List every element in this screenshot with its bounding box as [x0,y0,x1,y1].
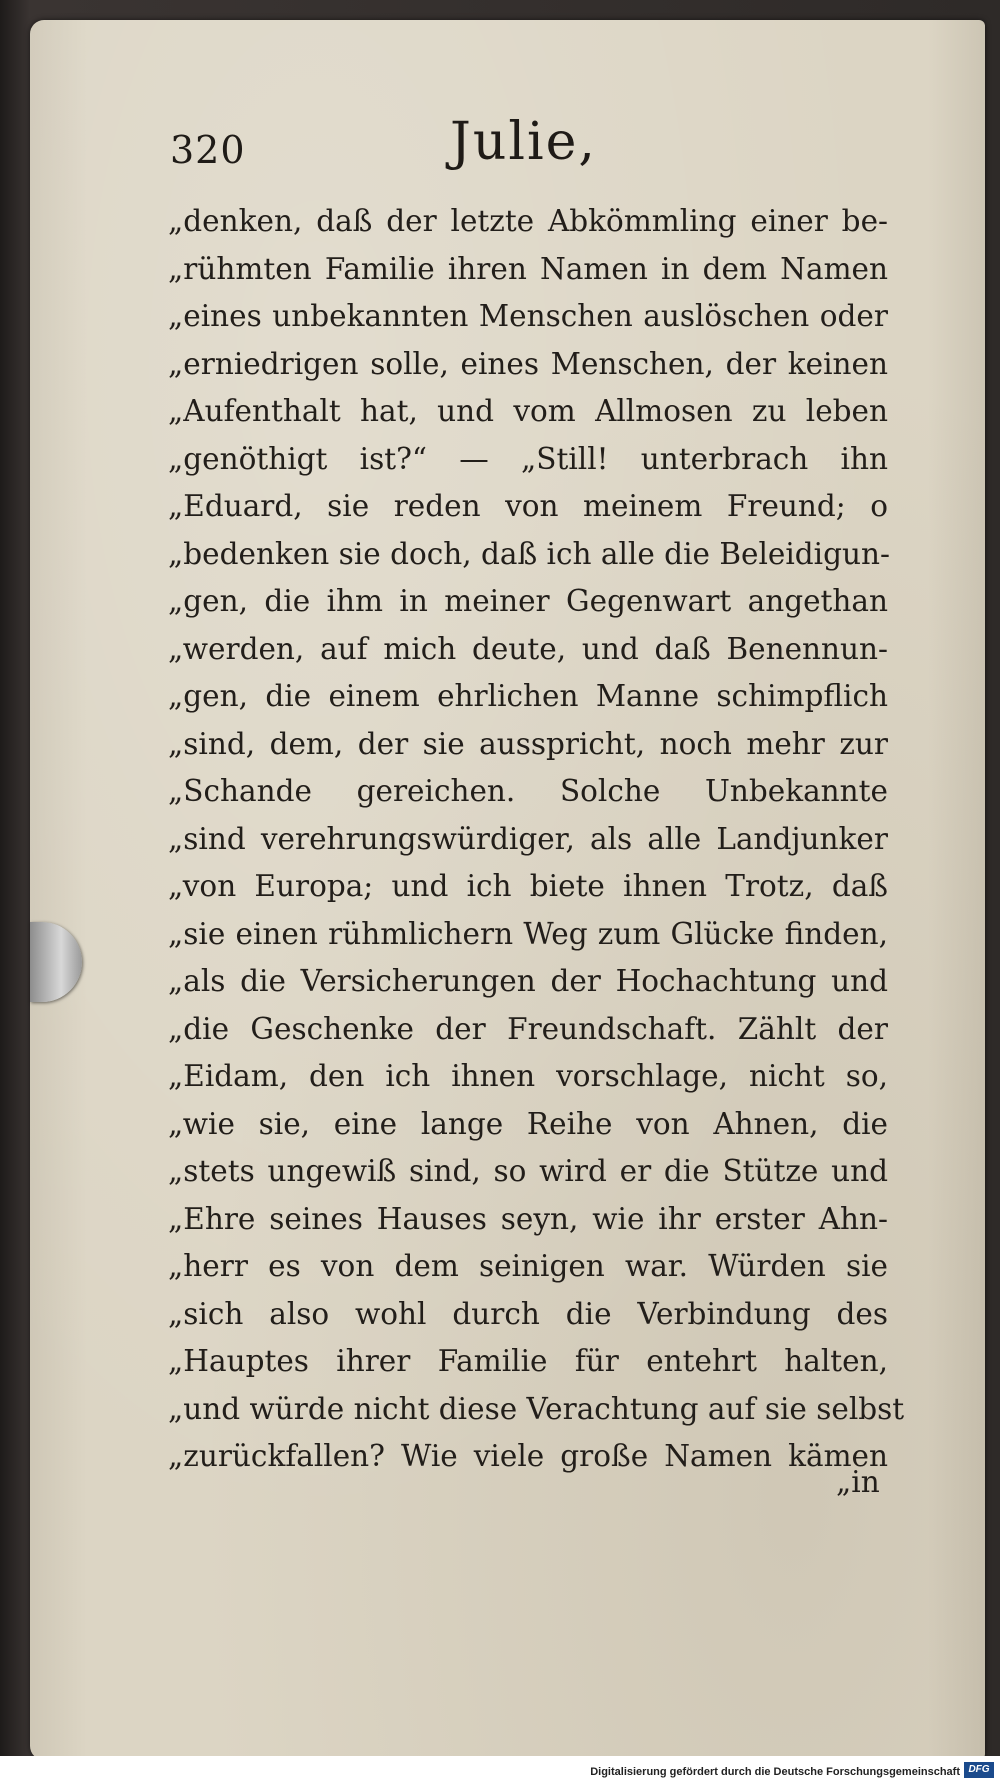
page-number: 320 [170,128,246,172]
text-line: „Aufenthalt hat, und vom Allmosen zu leben [168,394,888,428]
footer-credit: Digitalisierung gefördert durch die Deutsche Forschungsgemeinschaft [590,1766,960,1778]
text-line: „stets ungewiß sind, so wird er die Stütze und [168,1154,888,1188]
text-line: „sie einen rühmlichern Weg zum Glücke finden, [168,916,888,951]
text-line: „und würde nicht diese Verachtung auf sie selbst [168,1391,905,1426]
running-head: Julie, [450,112,597,172]
text-line: „wie sie, eine lange Reihe von Ahnen, die [168,1106,888,1141]
text-line: „genöthigt ist?“ — „Still! unterbrach ihn [168,441,888,476]
text-line: „zurückfallen? Wie viele große Namen kämen [168,1439,888,1473]
text-line: „gen, die ihm in meiner Gegenwart angethan [168,584,888,618]
text-line: „denken, daß der letzte Abkömmling einer be- [168,204,888,238]
text-line: „eines unbekannten Menschen auslöschen oder [168,299,888,333]
footer-bar [0,1756,1000,1784]
text-line: „Eidam, den ich ihnen vorschlage, nicht so, [168,1059,888,1093]
page-clip [30,922,82,1002]
text-line: „erniedrigen solle, eines Menschen, der keinen [168,346,888,381]
text-line: „werden, auf mich deute, und daß Benennun- [168,631,888,666]
text-line: „rühmten Familie ihren Namen in dem Namen [168,251,888,286]
text-line: „Schande gereichen. Solche Unbekannte [168,774,888,808]
text-line: „Hauptes ihrer Familie für entehrt halten, [168,1344,888,1378]
text-line: „sich also wohl durch die Verbindung des [168,1296,888,1331]
text-line: „Eduard, sie reden von meinem Freund; o [168,489,888,523]
text-line: „sind verehrungswürdiger, als alle Landjunker [168,821,888,856]
text-line: „die Geschenke der Freundschaft. Zählt der [168,1011,888,1046]
text-line: „herr es von dem seinigen war. Würden sie [168,1249,888,1283]
body-text [168,198,905,1481]
text-line: „von Europa; und ich biete ihnen Trotz, daß [168,869,888,903]
text-line: „bedenken sie doch, daß ich alle die Beleidigun- [168,536,890,571]
text-line: „gen, die einem ehrlichen Manne schimpflich [168,679,888,713]
text-line: „als die Versicherungen der Hochachtung und [168,964,888,998]
catchword: „in [836,1465,880,1499]
dfg-logo-icon: DFG [964,1762,994,1778]
text-line: „sind, dem, der sie ausspricht, noch mehr zur [168,726,888,761]
text-line: „Ehre seines Hauses seyn, wie ihr erster Ahn- [168,1201,888,1236]
